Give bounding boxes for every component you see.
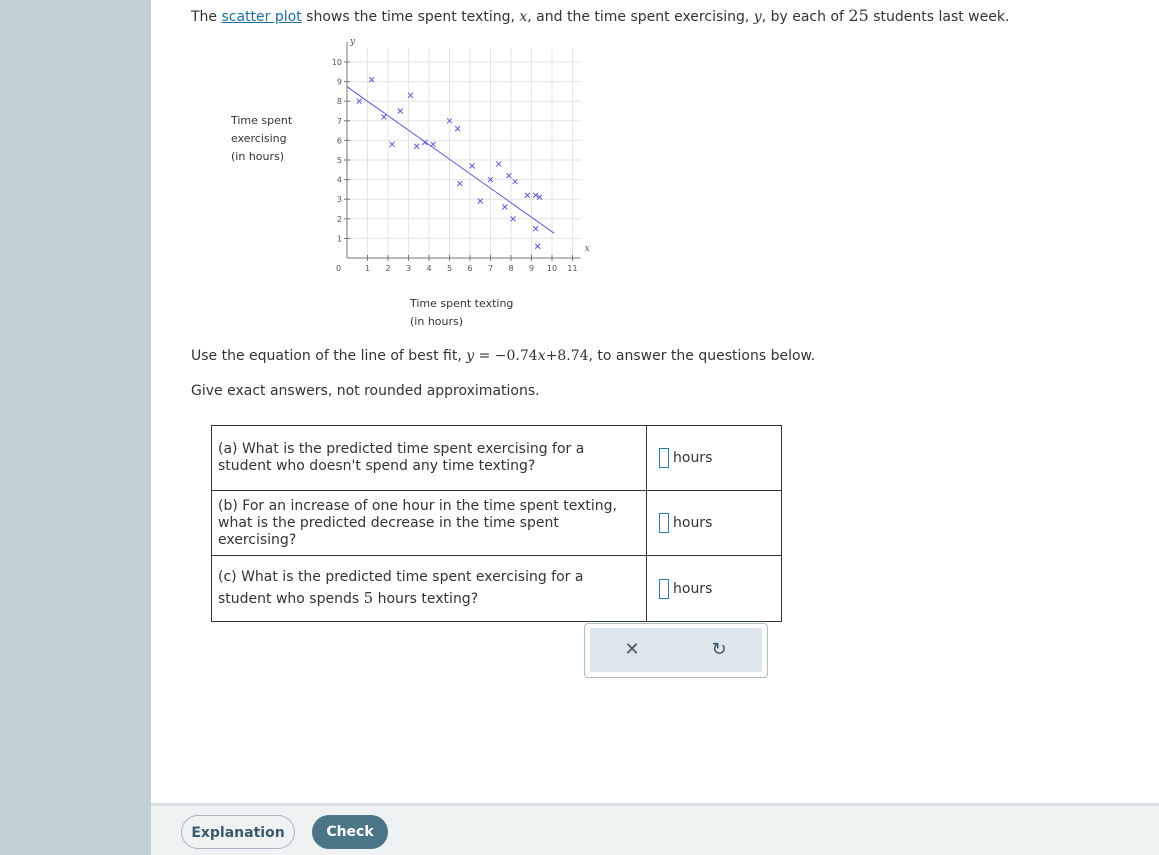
question-c-text: (c) What is the predicted time spent exercising for a student who spends 5 hours texting? xyxy=(212,556,647,622)
x-axis-label: Time spent texting (in hours) xyxy=(410,297,514,328)
data-point xyxy=(502,205,507,210)
answer-toolbar xyxy=(584,623,768,678)
answer-b-input[interactable] xyxy=(659,513,669,533)
chart-axes xyxy=(347,37,590,258)
x-tick-label: 3 xyxy=(405,264,412,273)
data-point xyxy=(525,193,530,198)
y-tick-label: 5 xyxy=(336,156,342,165)
intro-text: The scatter plot shows the time spent texting, x, and the time spent exercising, y, by each of 25 students last week. xyxy=(191,6,1010,25)
x-axis-variable: x xyxy=(584,244,590,254)
origin-label: 0 xyxy=(336,264,342,273)
scatter-plot xyxy=(151,0,631,290)
y-axis-label: Time spent exercising (in hours) xyxy=(231,114,293,163)
y-tick-label: 2 xyxy=(336,214,342,224)
x-tick-label: 10 xyxy=(546,264,558,273)
left-rail xyxy=(0,0,151,855)
answer-a-unit: hours xyxy=(673,450,713,466)
question-row-a xyxy=(212,426,782,491)
answer-a-input[interactable] xyxy=(659,448,669,468)
best-fit-instruction: Use the equation of the line of best fit, y = −0.74x+8.74, to answer the questions below. xyxy=(191,348,816,364)
answer-c-unit: hours xyxy=(673,580,713,597)
x-tick-label: 2 xyxy=(385,264,391,273)
x-tick-label: 5 xyxy=(446,264,453,273)
data-point xyxy=(496,161,501,166)
y-tick-label: 1 xyxy=(336,234,342,244)
answer-b-unit: hours xyxy=(673,515,713,531)
data-point xyxy=(431,142,436,147)
data-point xyxy=(533,226,538,231)
y-tick-label: 3 xyxy=(336,195,342,205)
x-tick-label: 9 xyxy=(528,264,535,273)
x-tick-label: 7 xyxy=(487,264,494,273)
x-tick-label: 1 xyxy=(364,264,371,273)
y-tick-label: 9 xyxy=(336,77,342,87)
data-point xyxy=(455,126,460,131)
y-tick-label: 4 xyxy=(336,175,342,185)
chart-ticks xyxy=(332,58,578,273)
y-tick-label: 6 xyxy=(336,136,342,146)
question-row-b xyxy=(212,491,782,556)
chart-grid xyxy=(347,48,581,258)
undo-button[interactable] xyxy=(707,638,731,662)
data-point xyxy=(535,244,540,249)
check-button[interactable]: Check xyxy=(312,815,388,849)
questions-table xyxy=(211,425,782,622)
question-b-text: (b) For an increase of one hour in the time spent texting, what is the predicted decrease in the time spent exercising? xyxy=(212,491,647,556)
clear-button[interactable] xyxy=(620,638,644,662)
undo-icon: ↻ xyxy=(711,639,727,660)
answer-c-input[interactable] xyxy=(659,579,669,599)
data-point xyxy=(398,109,403,114)
scatter-plot-link[interactable]: scatter plot xyxy=(221,9,302,25)
footer-bar xyxy=(151,803,1159,855)
data-point xyxy=(381,114,386,119)
x-tick-label: 4 xyxy=(426,264,432,273)
y-tick-label: 8 xyxy=(336,97,342,107)
question-row-c xyxy=(212,556,782,622)
exact-answers-note: Give exact answers, not rounded approximations. xyxy=(191,383,540,399)
explanation-button[interactable]: Explanation xyxy=(181,815,295,849)
data-point xyxy=(390,142,395,147)
y-tick-label: 7 xyxy=(336,116,342,126)
y-axis-variable: y xyxy=(350,37,356,47)
x-tick-label: 11 xyxy=(567,264,578,273)
question-a-text: (a) What is the predicted time spent exercising for a student who doesn't spend any time texting? xyxy=(212,426,647,491)
data-point xyxy=(414,144,419,149)
x-tick-label: 8 xyxy=(508,264,514,273)
x-tick-label: 6 xyxy=(467,264,473,273)
data-point xyxy=(457,181,462,186)
y-tick-label: 10 xyxy=(331,58,342,67)
close-icon: ✕ xyxy=(624,639,640,660)
